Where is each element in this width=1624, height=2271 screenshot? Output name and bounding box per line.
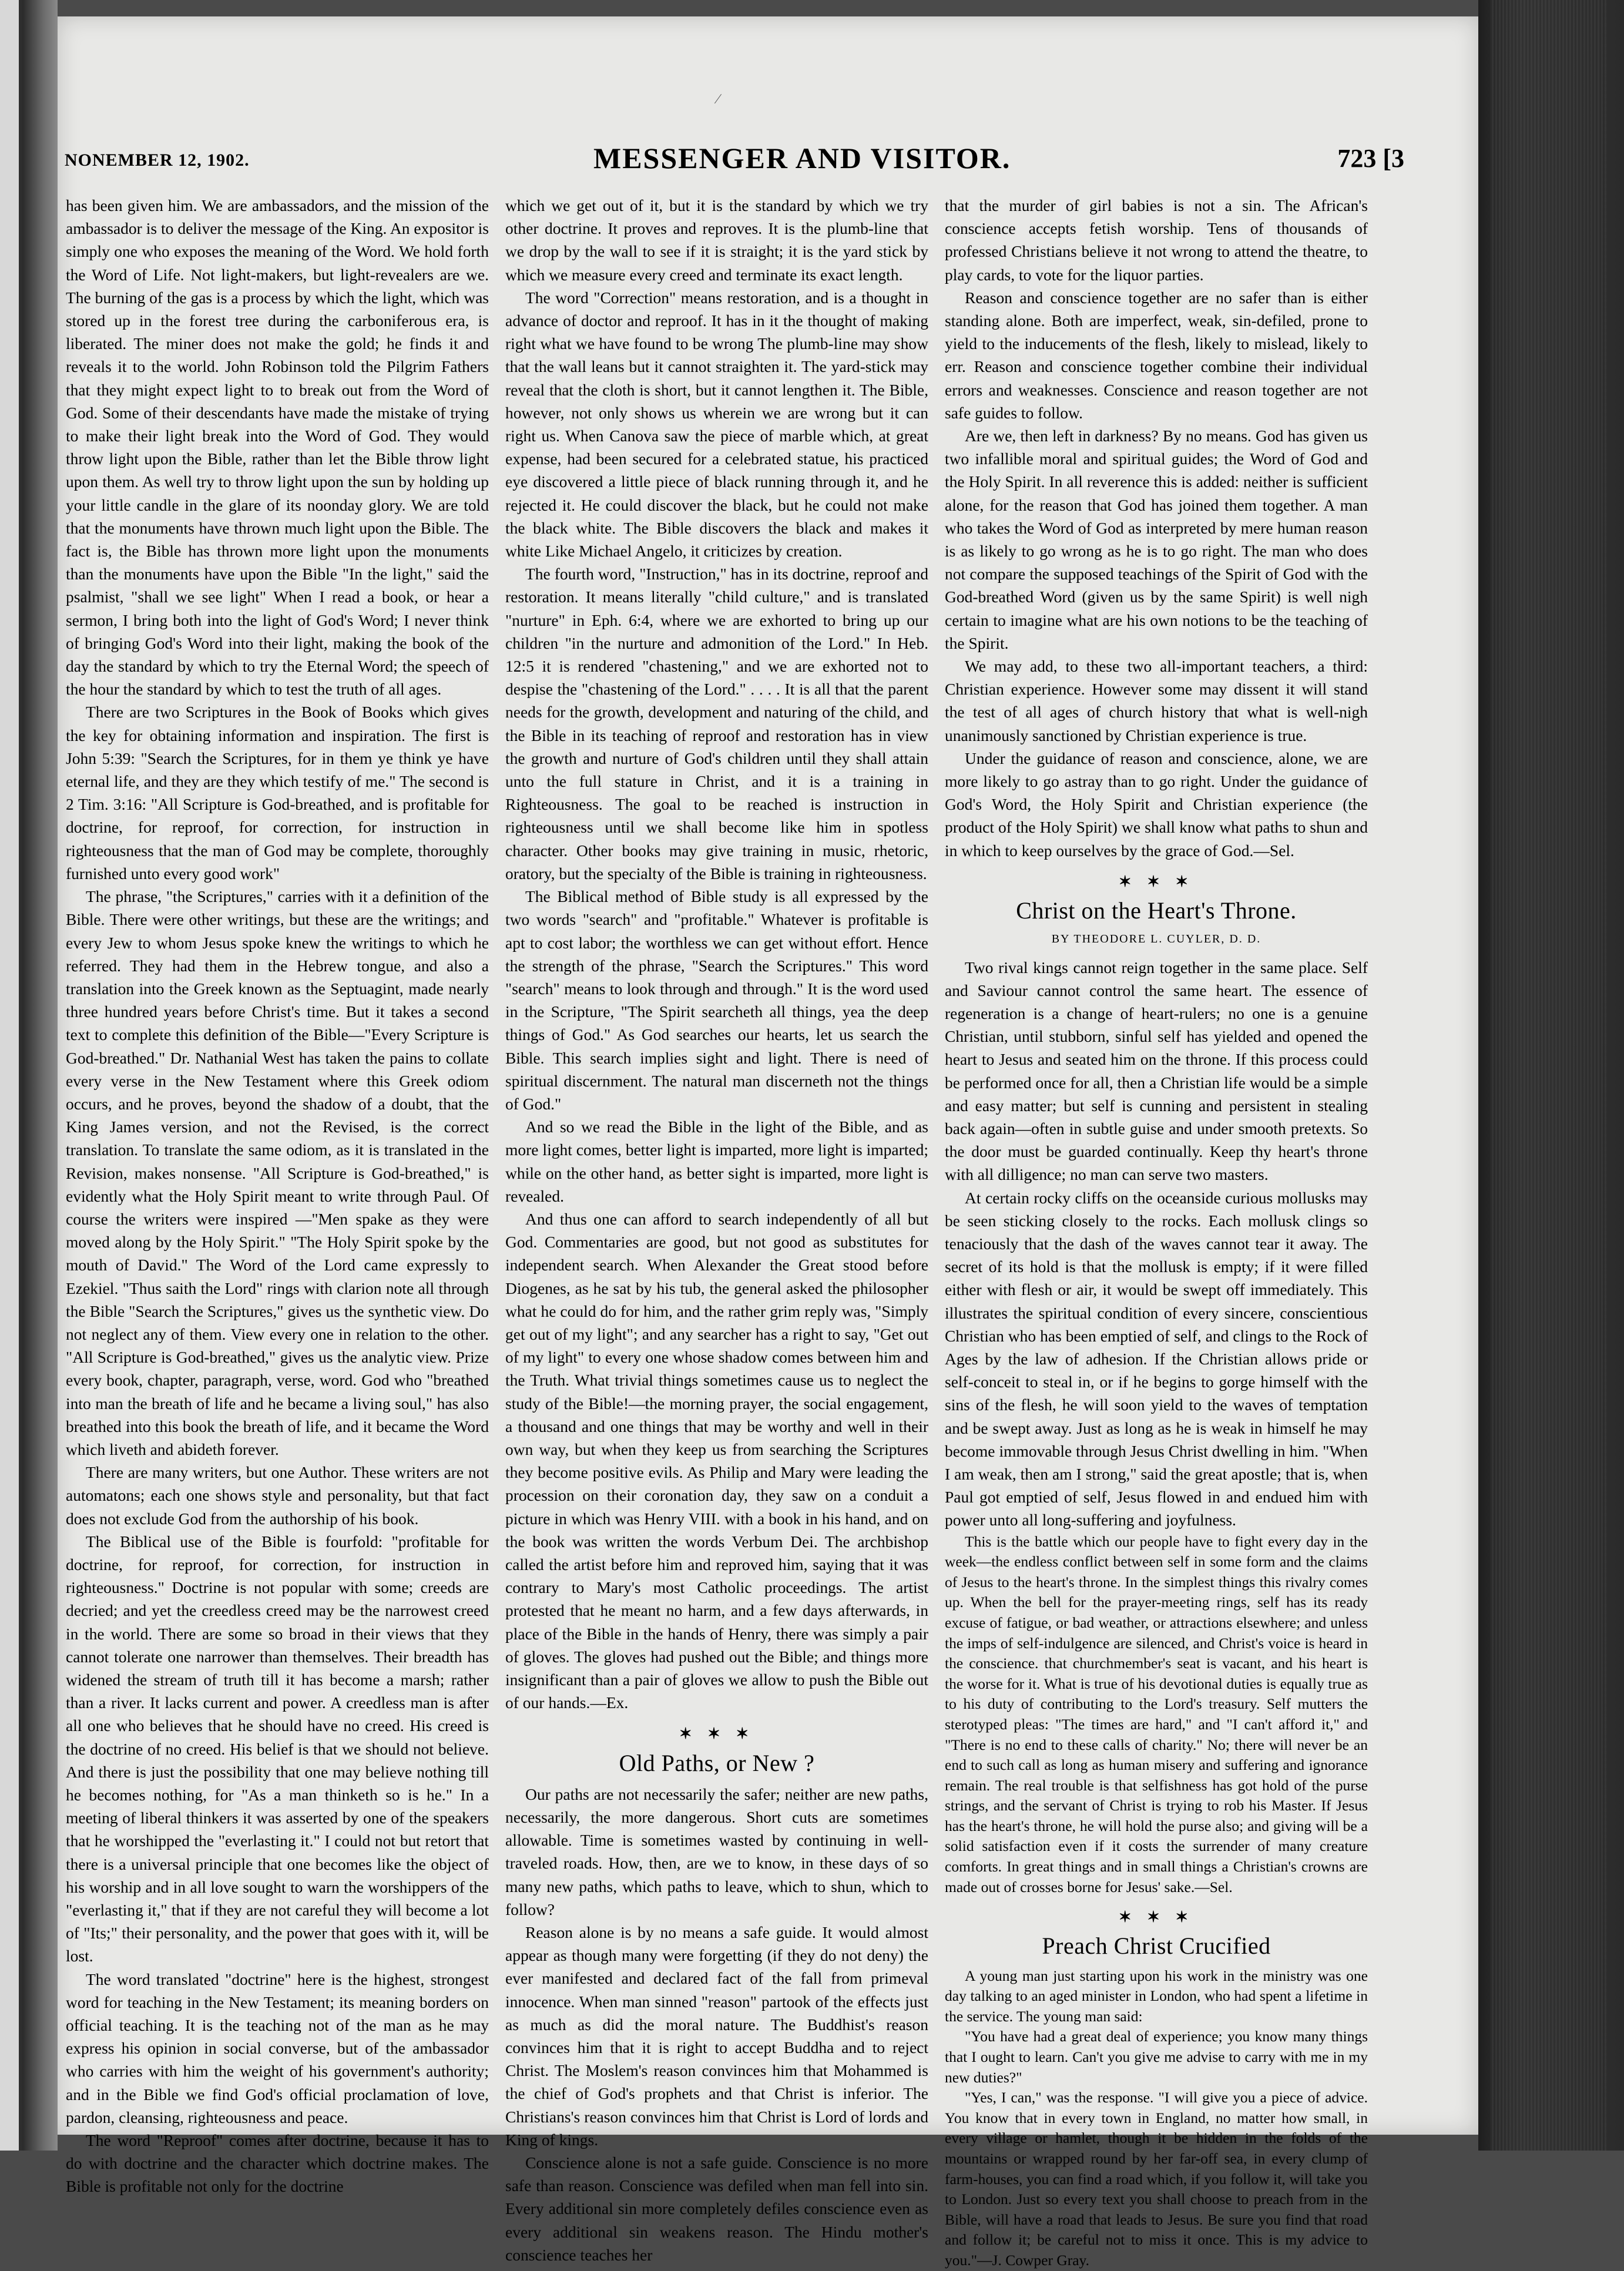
article-paragraph: The fourth word, "Instruction," has in its doctrine, reproof and restoration. It means literally "child culture," and is translated "nurture" in Eph. 6:4, where we are exhorted to bring up our children "in the nurture and admonition of the Lord." In Heb. 12:5 it is rendered "chastening," and we are exhorted not to despise the "chastening of the Lord." . . . . It is all that the parent needs for the growth, development and naturing of the child, and the Bible in its teaching of reproof and restoration has in view the growth and nurture of God's children until they shall attain unto the full stature in Christ, and it is a training in Righteousness. The goal to be reached is instruction in righteousness until we shall become like him in spotless character. Other books may give training in music, rhetoric, oratory, but the specialty of the Bible is training in righteousness. (505, 565, 928, 883)
article-paragraph: The Biblical use of the Bible is fourfold: "profitable for doctrine, for reproof, for correction, for instruction in righteousness." Doctrine is not popular with some; creeds are decried; and yet the creedless creed may be the narrowest creed in the world. There are some so broad in their views that they cannot tolerate one narrower than themselves. Their breadth has widened the stream of truth till it has become a marsh; rather than a river. It lacks current and power. A creedless man is after all one who believes that he should have no creed. His creed is the doctrine of no creed. His belief is that we should not believe. And there is just the possibility that one may believe nothing till he becomes nothing, for "As a man thinketh so is he." In a meeting of liberal thinkers it was asserted by one of the speakers that he worshipped the "everlasting it." I could not but retort that there is a universal principle that one becomes like the object of his worship and in all love sought to warn the worshippers of the "everlasting it," that if they are not careful they will become a lot of "Its;" their personality, and the power that goes with it, will be lost. (66, 1532, 489, 1965)
article-paragraph: Conscience alone is not a safe guide. Conscience is no more safe than reason. Conscience was defiled when man fell into sin. Every additional sin more completely defiles conscience even as every additional sin weakens reason. The Hindu mother's conscience teaches her (505, 2153, 928, 2264)
adjacent-page-edge (0, 0, 22, 2151)
article-paragraph: "You have had a great deal of experience; you know many things that I ought to learn. Can't you give me advise to carry with me in my new duties?" (945, 2028, 1368, 2086)
article-paragraph: Two rival kings cannot reign together in the same place. Self and Saviour cannot control the same heart. The essence of regeneration is a change of heart-rulers; no one is a genuine Christian, until stubborn, sinful self has yielded and opened the heart to Jesus and seated him on the throne. If this process could be performed once for all, then a Christian life would be a simple and easy matter; but self is cunning and persistent in stealing back again—often in subtle guise and under smooth pretexts. So the door must be guarded continually. Keep thy heart's throne with all dilligence; no man can serve two masters. (945, 958, 1368, 1184)
article-paragraph: And thus one can afford to search independently of all but God. Commentaries are good, but not good as substitutes for independent search. When Alexander the Great stood before Diogenes, as he sat by his tub, the general asked the philosopher what he could do for him, and the rather grim reply was, "Simply get out of my light"; and any searcher has a right to say, "Get out of my light" to every one whose shadow comes between him and the Truth. What trivial things sometimes cause us to neglect the study of the Bible!—the morning prayer, the social engagement, a thousand and one things that may be worthy and well in their own way, but when they keep us from searching the Scriptures they become positive evils. As Philip and Mary were leading the procession on their coronation day, they saw on a conduit a picture in which was Henry VIII. with a book in his hand, and on the book was written the words Verbum Dei. The archbishop called the artist before him and reproved him, saying that it was contrary to Mary's most Catholic proceedings. The artist protested that he meant no harm, and a few days afterwards, in place of the Bible in the hands of Henry, there was simply a pair of gloves. The gloves had pushed out the Bible; and things more insignificant than a pair of gloves we allow to push the Bible out of our hands.—Ex. (505, 1209, 928, 1712)
newspaper-title: MESSENGER AND VISITOR. (593, 142, 1011, 175)
article-paragraph: The phrase, "the Scriptures," carries with it a definition of the Bible. There were other writings, but these are the writings; and every Jew to whom Jesus spoke knew the writings to which he referred. They had them in the Hebrew tongue, and also a translation into the Greek known as the Septuagint, made nearly three hundred years before Christ's time. But it takes a second text to complete this definition of the Bible—"Every Scripture is God-breathed." Dr. Nathanial West has taken the pains to collate every verse in the New Testament where this Greek odiom occurs, and he proves, beyond the shadow of a doubt, that the King James version, and not the Revised, is the correct translation. To translate the same odiom, as it is translated in the Revision, makes nonsense. "All Scripture is God-breathed," is evidently what the Holy Spirit meant to write through Paul. Of course the writers were inspired —"Men spake as they were moved along by the Holy Spirit." "The Holy Spirit spoke by the mouth of David." The Word of the Lord came expressly to Ezekiel. "Thus saith the Lord" rings with clarion note all through the Bible "Search the Scriptures," gives us the synthetic view. Do not neglect any of them. View every one in relation to the other. "All Scripture is God-breathed," gives us the analytic view. Prize every book, chapter, paragraph, verse, word. God who "breathed into man the breath of life and he became a living soul," has also breathed into this book the breath of life, and it became the Word which liveth and abideth forever. (66, 887, 489, 1458)
article-paragraph: Reason alone is by no means a safe guide. It would almost appear as though many were forgetting (if they do not deny) the ever manifested and declared fact of the fall from primeval innocence. When man sinned "reason" partook of the effects just as much as did the moral nature. The Buddhist's reason convinces him that it is right to accept Buddha and to reject Christ. The Moslem's reason convinces him that Mohammed is the chief of God's prophets and that Christ is inferior. The Christians's reason convinces him that Christ is Lord of lords and King of kings. (505, 1923, 928, 2149)
column-1 (66, 194, 489, 2196)
column-2 (505, 194, 928, 2264)
byline: BY THEODORE L. CUYLER, D. D. (1051, 932, 1261, 946)
article-paragraph: Reason and conscience together are no safer than is either standing alone. Both are imperfect, weak, sin-defiled, prone to yield to the inducements of the flesh, likely to mislead, likely to err. Reason and conscience together combine their individual errors and weaknesses. Conscience and reason together are not safe guides to follow. (945, 288, 1368, 422)
article-paragraph: has been given him. We are ambassadors, and the mission of the ambassador is to deliver the message of the King. An expositor is simply one who exposes the meaning of the Word. We hold forth the Word of Life. Not light-makers, but light-revealers are we. The burning of the gas is a process by which the light, which was stored up in the forest tree during the carboniferous era, is liberated. The miner does not make the gold; he finds it and reveals it to the world. John Robinson told the Pilgrim Fathers that they might expect light to to break out from the Word of God. Some of their descendants have made the mistake of trying to make their light break into the Word of God. They would throw light upon the Bible, rather than let the Bible throw light upon them. As well try to throw light upon the sun by holding up your little candle in the glare of its noonday glory. We are told that the monuments have thrown much light upon the Bible. The fact is, the Bible has thrown more light upon the monuments than the monuments have upon the Bible "In the light," said the psalmist, "shall we see light" When I read a book, or hear a sermon, I bring both into the light of God's Word; I never think of bringing God's Word into their light, making the book of the day the standard by which to try the Eternal Word; the speech of the hour the standard by which to test the truth of all ages. (66, 196, 489, 699)
article-paragraph: "Yes, I can," was the response. "I will give you a piece of advice. You know that in every town in England, no matter how small, in every village or hamlet, though it be hidden in the folds of the mountains or wrapped round by her far-off sea, in every clump of farm-houses, you can find a road which, if you follow it, will take you to London. Just so every text you shall choose to preach from in the Bible, will have a road that leads to Jesus. Be sure you find that road and follow it; be careful not to miss it once. This is my advice to you."—J. Cowper Gray. (945, 2089, 1368, 2269)
article-paragraph: Our paths are not necessarily the safer; neither are new paths, necessarily, the more dangerous. Short cuts are sometimes allowable. Time is sometimes wasted by continuing in well-traveled roads. How, then, are we to know, in these days of so many new paths, which paths to leave, which to shun, which to follow? (505, 1784, 928, 1918)
page-stack-edge (1478, 0, 1624, 2151)
article-paragraph: Under the guidance of reason and conscience, alone, we are more likely to go astray than to go right. Under the guidance of God's Word, the Holy Spirit and Christian experience (the product of the Holy Spirit) we shall know what paths to shun and in which to keep ourselves by the grace of God.—Sel. (945, 749, 1368, 860)
article-paragraph: And so we read the Bible in the light of the Bible, and as more light comes, better light is imparted, more light is imparted; while on the other hand, as better sight is imparted, more light is revealed. (505, 1118, 928, 1205)
article-paragraph: A young man just starting upon his work in the ministry was one day talking to an aged minister in London, who had spent a lifetime in the service. The young man said: (945, 1967, 1368, 2025)
masthead (65, 140, 1404, 181)
headline-christ-on-hearts-throne: Christ on the Heart's Throne. (1016, 897, 1297, 924)
article-paragraph: that the murder of girl babies is not a sin. The African's conscience accepts fetish worship. Tens of thousands of professed Christians believe it not wrong to attend the theatre, to play cards, to vote for the liquor parties. (945, 196, 1368, 284)
headline-preach-christ-crucified: Preach Christ Crucified (1042, 1933, 1271, 1960)
article-paragraph: Are we, then left in darkness? By no means. God has given us two infallible moral and spiritual guides; the Word of God and the Holy Spirit. In all reverence this is added: neither is sufficient alone, for the reason that God has joined them together. A man who takes the Word of God as interpreted by mere human reason is as likely to go wrong as he is to go right. The man who does not compare the supposed teachings of the Spirit of God with the God-breathed Word (given us by the same Spirit) is well nigh certain to imagine what are his own notions to be the teaching of the Spirit. (945, 427, 1368, 652)
page-number: 723 [3 (1337, 144, 1404, 173)
article-paragraph: The word translated "doctrine" here is the highest, strongest word for teaching in the New Testament; its meaning borders on official teaching. It is the teaching not of the man as he may express his opinion in social converse, but of the ambassador who carries with him the weight of his government's authority; and in the Bible we find God's official proclamation of love, pardon, cleansing, righteousness and peace. (66, 1970, 489, 2126)
pen-mark: ∕ (717, 92, 720, 107)
column-3 (945, 194, 1368, 2269)
article-paragraph: There are many writers, but one Author. These writers are not automatons; each one shows style and personality, but that fact does not exclude God from the authorship of his book. (66, 1463, 489, 1528)
issue-date: NONEMBER 12, 1902. (65, 150, 250, 170)
section-ornament: ✶ ✶ ✶ (1118, 873, 1194, 890)
article-paragraph: There are two Scriptures in the Book of Books which gives the key for obtaining information and inspiration. The first is John 5:39: "Search the Scriptures, for in them ye think ye have eternal life, and they are they which testify of me." The second is 2 Tim. 3:16: "All Scripture is God-breathed, and is profitable for doctrine, for reproof, for correction, for instruction in righteousness that the man of God may be complete, thoroughly furnished unto every good work" (66, 703, 489, 883)
book-binding-gutter (22, 0, 58, 2151)
article-paragraph: The word "Correction" means restoration, and is a thought in advance of doctor and reproof. It has in it the thought of making right what we have found to be wrong The plumb-line may show that the wall leans but it cannot straighten it. The yard-stick may reveal that the cloth is short, but it cannot lengthen it. The Bible, however, not only shows us wherein we are wrong but it can right us. When Canova saw the piece of marble which, at great expense, had been secured for a celebrated statue, his practiced eye discovered a little piece of black running through it, and he rejected it. He could discover the black, but he could not make the black white. The Bible discovers the black and makes it white Like Michael Angelo, it criticizes by creation. (505, 288, 928, 561)
article-paragraph: The word "Reproof" comes after doctrine, because it has to do with doctrine and the character which doctrine makes. The Bible is profitable not only for the doctrine (66, 2131, 489, 2196)
article-paragraph: At certain rocky cliffs on the oceanside curious mollusks may be seen sticking closely to the rocks. Each mollusk clings so tenaciously that the dash of the waves cannot tear it away. The secret of its hold is that the mollusk is empty; if it were filled either with flesh or air, it would be swept off immediately. This illustrates the spiritual condition of every sincere, conscientious Christian who has been emptied of self, and clings to the Rock of Ages by the law of adhesion. If the Christian allows pride or self-conceit to steal in, or if he begins to gorge himself with the sins of the flesh, he will soon yield to the waves of temptation and be swept away. Just as long as he is weak in himself he may become immovable through Jesus Christ dwelling in him. "When I am weak, then am I strong," said the great apostle; that is, when Paul got emptied of self, Jesus flowed in and endued him with power unto all long-suffering and joyfulness. (945, 1188, 1368, 1529)
article-paragraph: which we get out of it, but it is the standard by which we try other doctrine. It proves and reproves. It is the plumb-line that we drop by the wall to see if it is straight; it is the yard stick by which we measure every creed and terminate its exact length. (505, 196, 928, 284)
article-paragraph: This is the battle which our people have to fight every day in the week—the endless conflict between self in some form and the claims of Jesus to the heart's throne. In the simplest things this rivalry comes up. When the bell for the prayer-meeting rings, self has its ready excuse of fatigue, or bad weather, or attractions elsewhere; and unless the imps of self-indulgence are silenced, and Christ's voice is heard in the conscience. that churchmember's seat is vacant, and his heart is the worse for it. What is true of his devotional duties is equally true as to his duty of contributing to the Lord's treasury. Self mutters the sterotyped pleas: "The times are hard," and "I can't afford it," and "There is no end to these calls of charity." No; there will never be an end to such call as long as human misery and suffering and ignorance remain. The real trouble is that selfishness has got hold of the purse strings, and the servant of Christ is trying to rob his Master. If Jesus has the heart's throne, he will hold the purse also; and giving will be a solid satisfaction even if it costs the surrender of many creature comforts. In great things and in small things a Christian's crowns are made out of crosses borne for Jesus' sake.—Sel. (945, 1532, 1368, 1896)
article-paragraph: We may add, to these two all-important teachers, a third: Christian experience. However some may dissent it will stand the test of all ages of church history that what is well-nigh unanimously sanctioned by Christian experience is true. (945, 657, 1368, 744)
headline-old-paths: Old Paths, or New ? (619, 1749, 815, 1776)
section-ornament: ✶ ✶ ✶ (679, 1725, 755, 1743)
section-ornament: ✶ ✶ ✶ (1118, 1908, 1194, 1926)
article-paragraph: The Biblical method of Bible study is all expressed by the two words "search" and "profitable." Whatever is profitable is apt to cost labor; the worthless we can get without effort. Hence the strength of the phrase, "Search the Scriptures." This word "search" means to look through and through." It is the word used in the Scripture, "The Spirit searcheth all things, yea the deep things of God." As God searches our hearts, let us search the Bible. This search implies sight and light. There is need of spiritual discernment. The natural man discerneth not the things of God." (505, 887, 928, 1113)
